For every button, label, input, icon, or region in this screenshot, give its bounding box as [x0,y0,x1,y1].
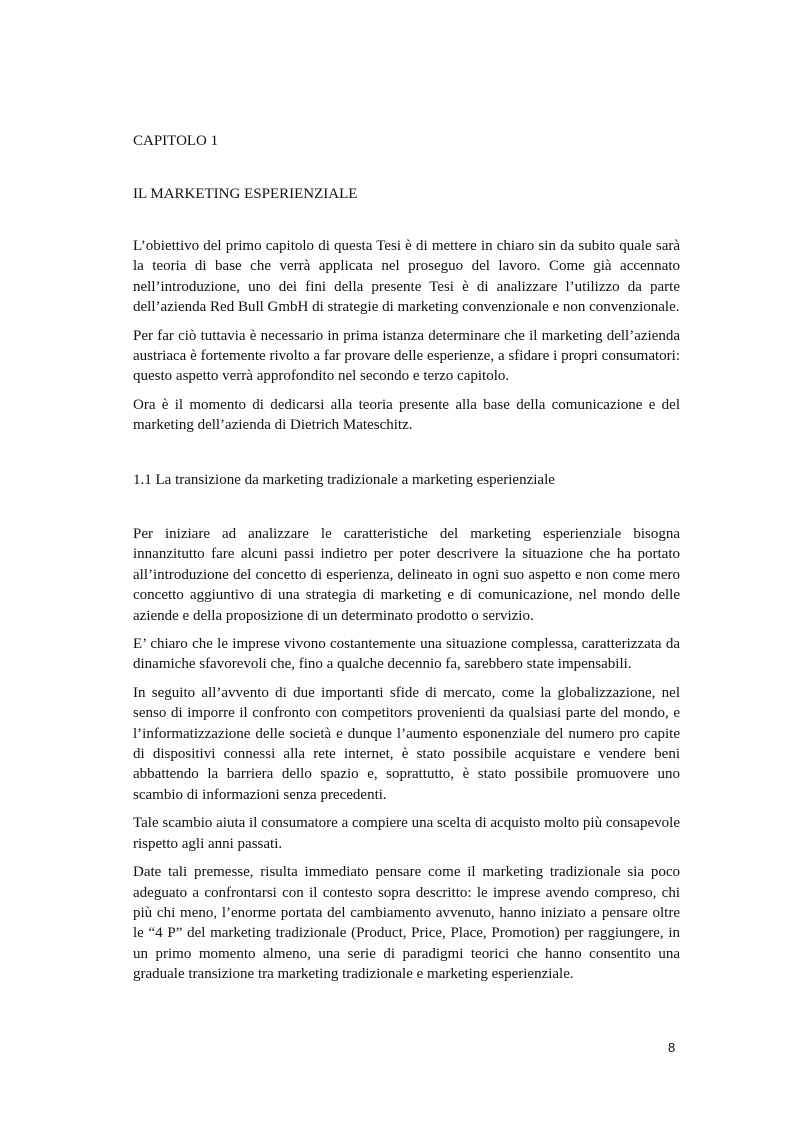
paragraph: Ora è il momento di dedicarsi alla teoria presente alla base della comunicazione e del marketing dell’azienda di Dietrich Mateschitz. [133,396,680,434]
paragraph: Tale scambio aiuta il consumatore a compiere una scelta di acquisto molto più consapevole rispetto agli anni passati. [133,815,680,852]
chapter-title: IL MARKETING ESPERIENZIALE [133,186,358,202]
chapter-label: CAPITOLO 1 [133,133,219,149]
section-text [133,524,680,993]
paragraph: L’obiettivo del primo capitolo di questa Tesi è di mettere in chiaro sin da subito quale sarà la teoria di base che verrà applicata nel proseguo del lavoro. Come già accennato nell’introduzione, uno dei fini della presente Tesi è di analizzare l’utilizzo da parte dell’azienda Red Bull GmbH di strategie di marketing convenzionale e non convenzionale. [133,238,680,316]
section-title: 1.1 La transizione da marketing tradizionale a marketing esperienziale [133,472,555,488]
paragraph: Date tali premesse, risulta immediato pensare come il marketing tradizionale sia poco adeguato a confrontarsi con il contesto sopra descritto: le imprese avendo compreso, chi più chi meno, l’enorme portata del cambiamento avvenuto, hanno iniziato a pensare oltre le “4 P” del marketing tradizionale (Product, Price, Place, Promotion) per raggiungere, in un primo momento almeno, una serie di paradigmi teorici che hanno consentito una graduale transizione tra marketing tradizionale e marketing esperienziale. [133,864,680,983]
intro-text [133,236,680,444]
paragraph: E’ chiaro che le imprese vivono costantemente una situazione complessa, caratterizzata da dinamiche sfavorevoli che, fino a qualche decennio fa, sarebbero state impensabili. [133,636,680,673]
paragraph: Per far ciò tuttavia è necessario in prima istanza determinare che il marketing dell’azienda austriaca è fortemente rivolto a far provare delle esperienze, a sfidare i propri consumatori: questo aspetto verrà approfondito nel secondo e terzo capitolo. [133,327,680,385]
paragraph: In seguito all’avvento di due importanti sfide di mercato, come la globalizzazione, nel senso di imporre il confronto con competitors provenienti da qualsiasi parte del mondo, e l’informatizzazione delle società e dunque l’aumento esponenziale del numero pro capite di dispositivi connessi alla rete internet, è stato possibile acquistare e vendere beni abbattendo la barriera dello spazio e, soprattutto, è stato possibile promuovere uno scambio di informazioni senza precedenti. [133,684,680,803]
page-number: 8 [668,1040,676,1055]
paragraph: Per iniziare ad analizzare le caratteristiche del marketing esperienziale bisogna innanzitutto fare alcuni passi indietro per poter descrivere la situazione che ha portato all’introduzione del concetto di esperienza, delineato in ogni suo aspetto e non come mero concetto aggiuntivo di una strategia di marketing e di comunicazione, nel mondo delle aziende e della proposizione di un determinato prodotto o servizio. [133,526,680,624]
